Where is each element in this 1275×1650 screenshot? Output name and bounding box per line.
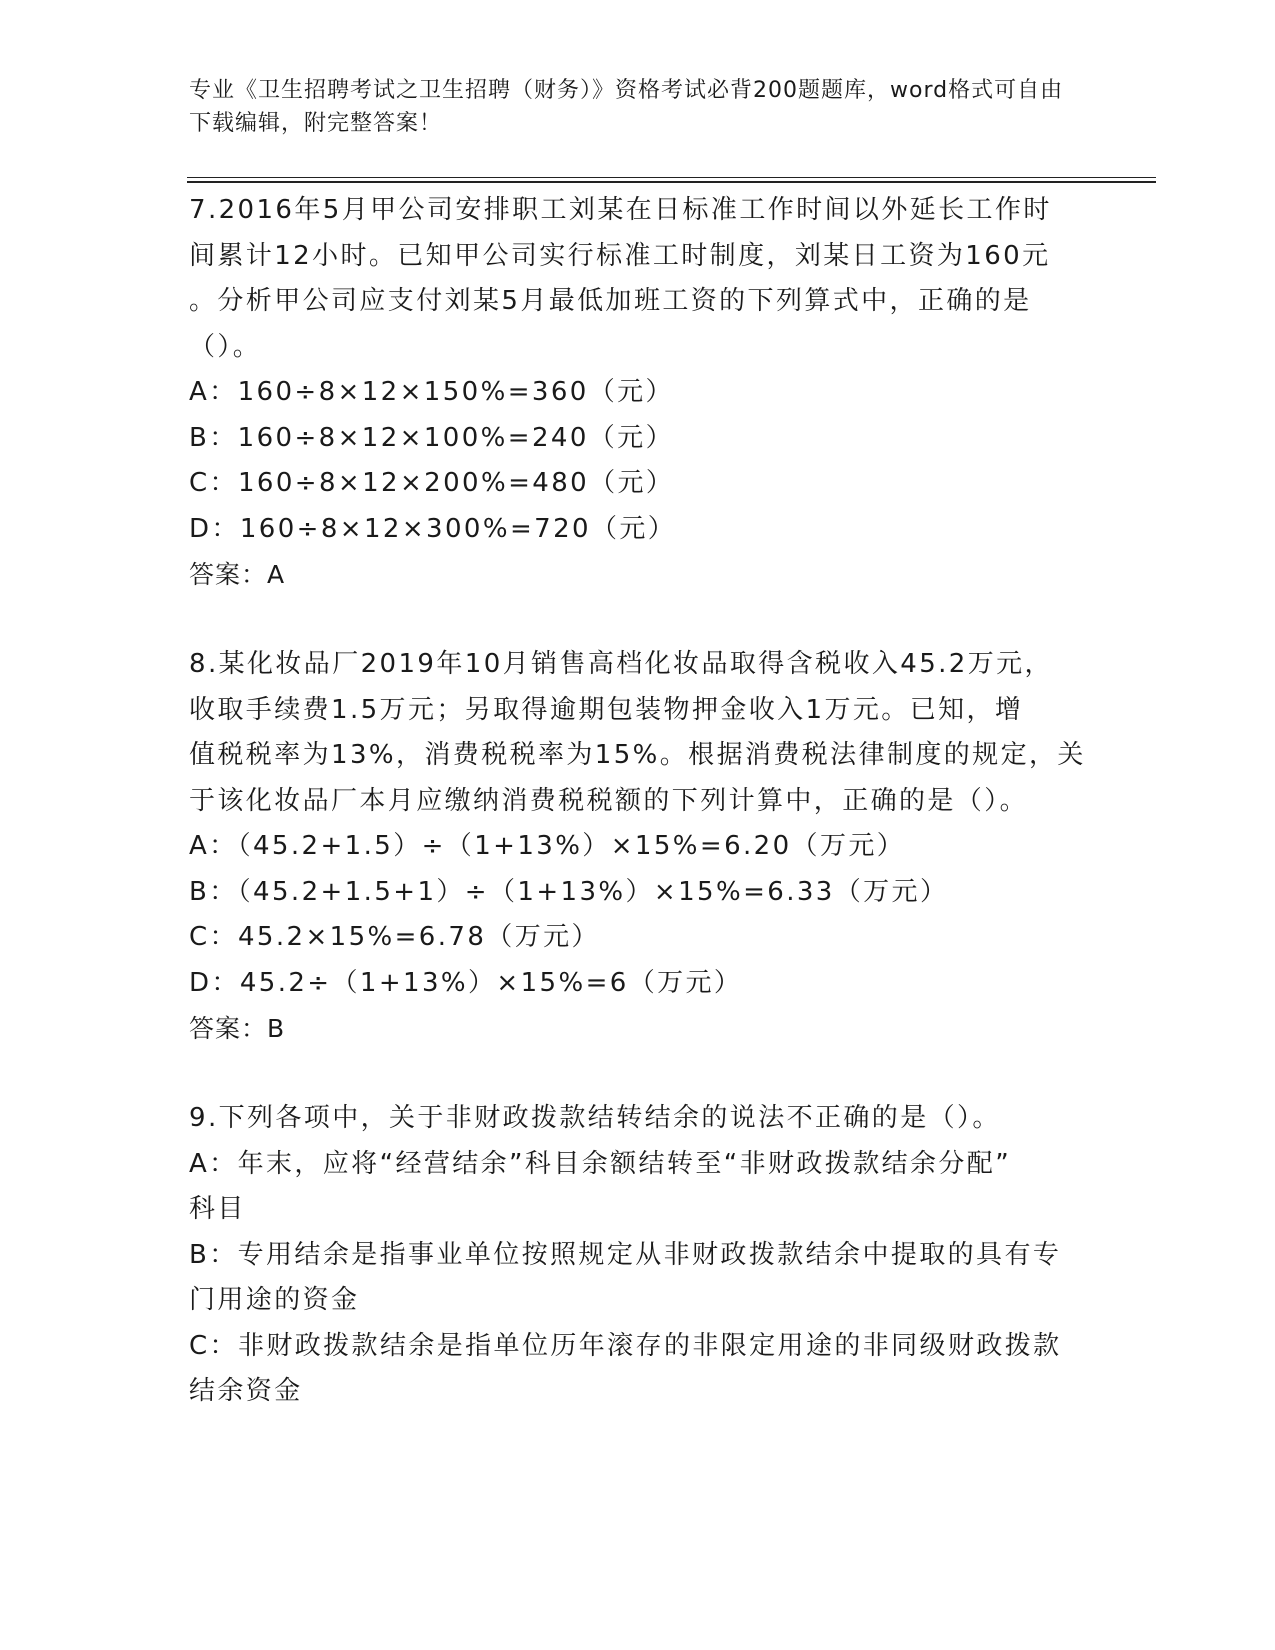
option-c: C：非财政拨款结余是指单位历年滚存的非限定用途的非同级财政拨款 结余资金 [189,1330,1062,1406]
answer-line: 答案：B [189,1014,286,1043]
question-stem-line: 7.2016年5月甲公司安排职工刘某在日标准工作时间以外延长工作时 [189,195,1052,225]
question-stem-line: 8.某化妆品厂2019年10月销售高档化妆品取得含税收入45.2万元， [189,649,1053,679]
question-9 [189,1096,1089,1415]
answer-line: 答案：A [189,560,286,589]
question-7 [189,188,1089,598]
page-header: 专业《卫生招聘考试之卫生招聘（财务）》资格考试必背200题题库，word格式可自由下载编辑，附完整答案！ [189,78,1064,136]
option-c: C：160÷8×12×200%=480（元） [189,468,675,498]
option-b: B：160÷8×12×100%=240（元） [189,422,674,453]
option-a: A：年末，应将“经营结余”科目余额结转至“非财政拨款结余分配” 科目 [189,1148,1012,1224]
question-stem-line: 间累计12小时。已知甲公司实行标准工时制度，刘某日工资为160元 [189,240,1051,271]
question-stem-line: 。分析甲公司应支付刘某5月最低加班工资的下列算式中，正确的是 [189,286,1032,316]
header-divider [187,177,1156,183]
option-b: B：（45.2+1.5+1）÷（1+13%）×15%=6.33（万元） [189,876,949,907]
question-stem-line: 收取手续费1.5万元；另取得逾期包装物押金收入1万元。已知，增 [189,694,1024,725]
question-stem-line: 值税税率为13%，消费税税率为15%。根据消费税法律制度的规定，关 [189,740,1086,770]
option-a: A：160÷8×12×150%=360（元） [189,377,674,407]
question-stem-line: 于该化妆品厂本月应缴纳消费税税额的下列计算中，正确的是（）。 [189,785,1029,816]
question-stem-line: 9.下列各项中，关于非财政拨款结转结余的说法不正确的是（）。 [189,1103,1001,1133]
option-d: D：45.2÷（1+13%）×15%=6（万元） [189,967,743,998]
option-a: A：（45.2+1.5）÷（1+13%）×15%=6.20（万元） [189,831,906,861]
question-8 [189,642,1089,1052]
option-b: B：专用结余是指事业单位按照规定从非财政拨款结余中提取的具有专 门用途的资金 [189,1239,1062,1315]
option-c: C：45.2×15%=6.78（万元） [189,922,600,952]
question-stem-line: （）。 [189,331,262,362]
option-d: D：160÷8×12×300%=720（元） [189,513,677,544]
